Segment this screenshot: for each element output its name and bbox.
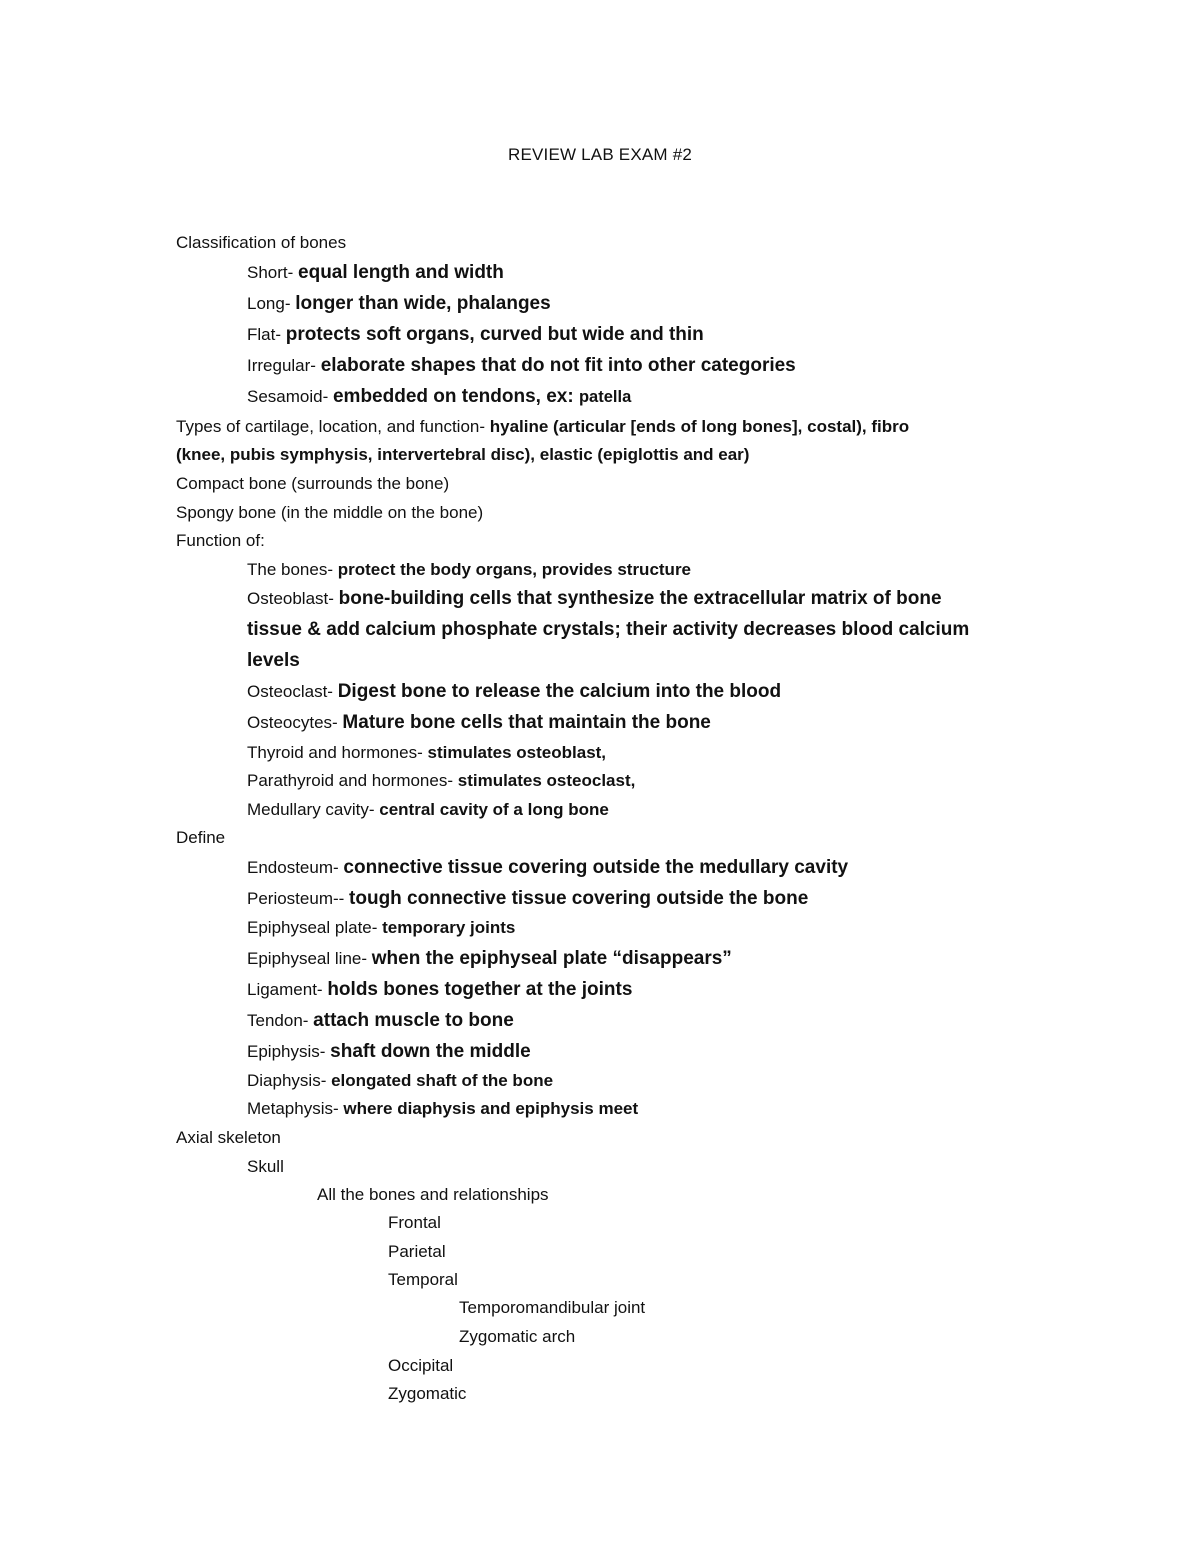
list-item-text [247, 560, 691, 580]
term-label: Occipital [388, 1356, 454, 1375]
list-item-text [247, 979, 632, 1001]
term-label: Frontal [388, 1213, 441, 1232]
term-label: Flat- [247, 325, 286, 344]
term-label: Osteocytes- [247, 713, 343, 732]
term-label: Axial skeleton [176, 1128, 281, 1147]
list-item-text [247, 1010, 514, 1032]
term-label: Define [176, 828, 226, 847]
list-item-text [247, 888, 808, 910]
list-item-text [247, 293, 551, 315]
term-label: Short- [247, 263, 299, 282]
term-definition: when the epiphyseal plate “disappears” [371, 948, 732, 969]
list-item-text [247, 324, 704, 346]
list-item-text [247, 771, 635, 791]
list-item-text [388, 1356, 453, 1376]
term-definition: Mature bone cells that maintain the bone [342, 712, 711, 733]
term-label: Temporomandibular joint [459, 1298, 646, 1317]
term-label: Types of cartilage, location, and function- [176, 417, 490, 436]
term-label: Skull [247, 1157, 284, 1176]
term-definition: embedded on tendons, ex: [332, 386, 579, 407]
term-definition: stimulates osteoclast, [457, 771, 636, 790]
term-definition: connective tissue covering outside the medullary cavity [343, 857, 849, 878]
term-label: Periosteum-- [247, 889, 350, 908]
list-item-text [247, 619, 969, 641]
term-label: Medullary cavity- [247, 800, 380, 819]
term-definition: Digest bone to release the calcium into the blood [337, 681, 782, 702]
list-item-text [247, 948, 732, 970]
term-definition: protects soft organs, curved but wide and thin [285, 324, 704, 345]
term-definition: tissue & add calcium phosphate crystals; their activity decreases blood calcium [247, 619, 970, 640]
term-definition: elaborate shapes that do not fit into other categories [320, 355, 796, 376]
term-label: Irregular- [247, 356, 321, 375]
list-item-text [247, 857, 848, 879]
list-item-text [247, 650, 300, 672]
list-item-text [176, 474, 449, 494]
list-item-text [176, 233, 346, 253]
term-label: Metaphysis- [247, 1099, 344, 1118]
term-label: Tendon- [247, 1011, 314, 1030]
list-item-text [176, 445, 749, 465]
term-label: Zygomatic arch [459, 1327, 576, 1346]
list-item-text [247, 743, 606, 763]
list-item-text [247, 588, 942, 610]
term-label: Ligament- [247, 980, 328, 999]
term-label: Diaphysis- [247, 1071, 332, 1090]
term-definition: central cavity of a long bone [379, 800, 609, 819]
list-item-text [459, 1298, 645, 1318]
list-item-text [247, 800, 609, 820]
list-item-text [176, 828, 225, 848]
list-item-text [247, 681, 781, 703]
term-definition: longer than wide, phalanges [295, 293, 551, 314]
list-item-text [247, 386, 631, 408]
term-label: Zygomatic [388, 1384, 467, 1403]
term-label: The bones- [247, 560, 338, 579]
term-definition: attach muscle to bone [313, 1010, 514, 1031]
list-item-text [388, 1213, 441, 1233]
term-label: Osteoclast- [247, 682, 338, 701]
term-definition: tough connective tissue covering outside the bone [349, 888, 809, 909]
term-label: Parietal [388, 1242, 446, 1261]
term-label: Temporal [388, 1270, 458, 1289]
term-definition: protect the body organs, provides structure [337, 560, 692, 579]
list-item-text [176, 1128, 281, 1148]
list-item-text [388, 1242, 446, 1262]
term-definition: shaft down the middle [330, 1041, 531, 1062]
term-example: patella [578, 388, 632, 406]
term-label: All the bones and relationships [317, 1185, 549, 1204]
list-item-text [247, 262, 504, 284]
term-label: Osteoblast- [247, 589, 339, 608]
term-definition: levels [247, 650, 300, 671]
list-item-text [176, 531, 265, 551]
list-item-text [459, 1327, 575, 1347]
list-item-text [247, 712, 711, 734]
term-definition: hyaline (articular [ends of long bones], costal), fibro [489, 417, 910, 436]
term-definition: holds bones together at the joints [327, 979, 633, 1000]
list-item-text [247, 1157, 284, 1177]
term-label: Classification of bones [176, 233, 347, 252]
list-item-text [247, 1071, 553, 1091]
term-label: Thyroid and hormones- [247, 743, 428, 762]
list-item-text [247, 1041, 531, 1063]
term-definition: equal length and width [298, 262, 504, 283]
term-label: Epiphysis- [247, 1042, 331, 1061]
list-item-text [388, 1384, 466, 1404]
list-item-text [388, 1270, 458, 1290]
term-label: Compact bone (surrounds the bone) [176, 474, 450, 493]
list-item-text [176, 503, 483, 523]
term-label: Parathyroid and hormones- [247, 771, 458, 790]
term-definition: temporary joints [382, 918, 516, 937]
list-item-text [317, 1185, 549, 1205]
document-title: REVIEW LAB EXAM #2 [507, 145, 693, 164]
term-label: Function of: [176, 531, 265, 550]
term-definition: elongated shaft of the bone [331, 1071, 554, 1090]
list-item-text [247, 918, 515, 938]
term-definition: (knee, pubis symphysis, intervertebral disc), elastic (epiglottis and ear) [176, 445, 750, 464]
list-item-text [176, 417, 909, 437]
term-label: Sesamoid- [247, 387, 333, 406]
list-item-text [247, 1099, 638, 1119]
term-label: Spongy bone (in the middle on the bone) [176, 503, 484, 522]
term-definition: bone-building cells that synthesize the extracellular matrix of bone [338, 588, 942, 609]
term-label: Long- [247, 294, 296, 313]
term-definition: where diaphysis and epiphysis meet [343, 1099, 639, 1118]
term-definition: stimulates osteoblast, [427, 743, 607, 762]
term-label: Endosteum- [247, 858, 344, 877]
term-label: Epiphyseal line- [247, 949, 372, 968]
term-label: Epiphyseal plate- [247, 918, 383, 937]
list-item-text [247, 355, 796, 377]
